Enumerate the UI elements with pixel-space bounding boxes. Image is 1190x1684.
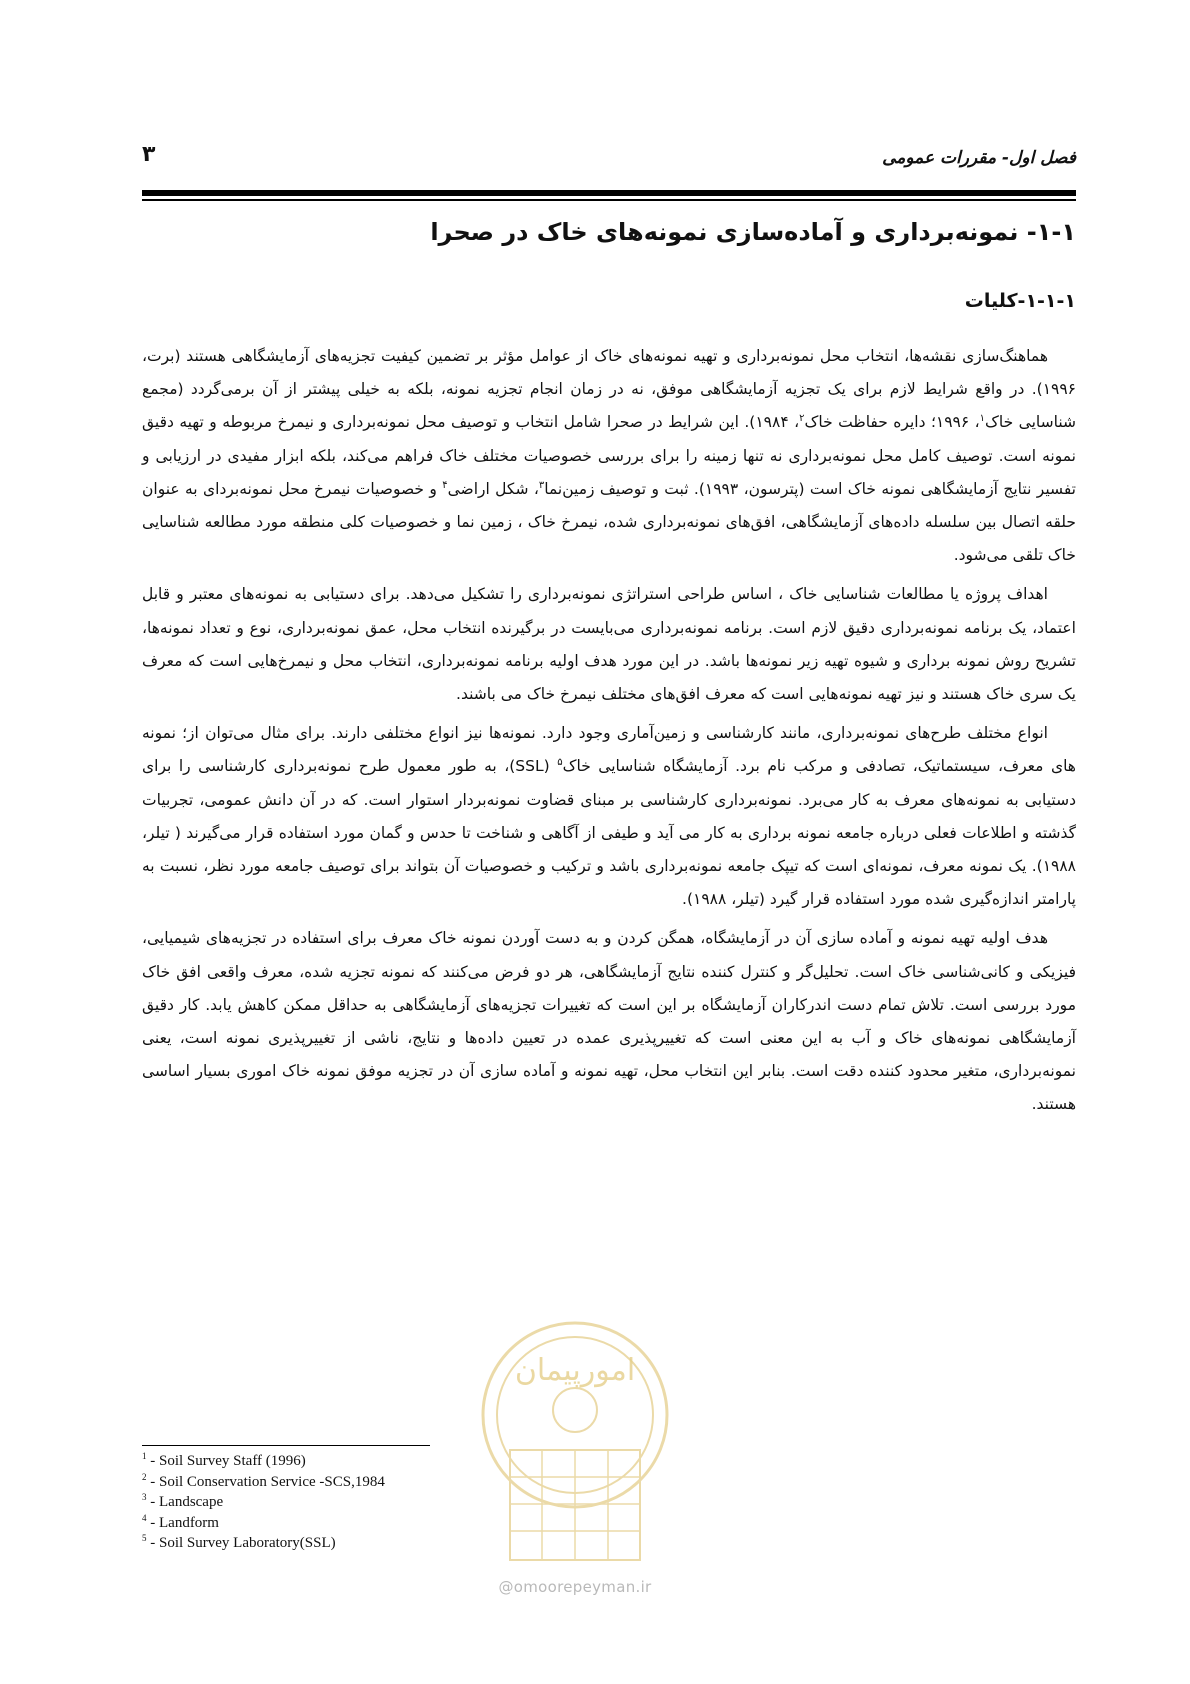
- footnote-text: - Soil Survey Laboratory(SSL): [146, 1535, 336, 1551]
- footnote-ref: ۵: [557, 757, 563, 769]
- paragraph-text: انواع مختلف طرح‌های نمونه‌برداری، مانند کارشناسی و زمین‌آماری وجود دارد. نمونه‌ها نیز انواع مختلفی دارند. برای مثال می‌توان از؛ نمونه های معرف، سیستماتیک، تصادفی و مرکب نام برد. آزمایشگاه شناسایی خاک: [142, 724, 1076, 776]
- footnote-ref: ۲: [799, 413, 805, 425]
- footnote-number: 5: [142, 1533, 147, 1543]
- paragraph-text: ، شکل اراضی: [447, 479, 539, 498]
- body-text: [142, 340, 1076, 1128]
- paragraph-text: ، به طور معمول طرح نمونه‌برداری کارشناسی را برای دستیابی به نمونه‌های معرف به کار می‌برد. نمونه‌برداری کارشناسی بر مبنای قضاوت نمونه‌بردار استوار است. که در آن دانش عمومی، تجربیات گذشته و اطلاعات فعلی درباره جامعه نمونه برداری به کار می آید و طیفی از آگاهی و شناخت تا حدس و گمان مورد استفاده قرار می‌گیرند ( تیلر، ۱۹۸۸). یک نمونه معرف، نمونه‌ای است که تیپک جامعه نمونه‌برداری باشد و ترکیب و خصوصیات آن بتواند برای توصیف جامعه مورد نظر، نسبت به پارامتر اندازه‌گیری شده مورد استفاده قرار گیرد (تیلر، ۱۹۸۸).: [142, 757, 1076, 909]
- section-heading: ۱-۱- نمونه‌برداری و آماده‌سازی نمونه‌های خاک در صحرا: [430, 218, 1076, 246]
- header-rule-thick: [142, 190, 1076, 196]
- footnote-ref: ۴: [442, 479, 448, 491]
- paragraph-text: ، ۱۹۸۴). این شرایط در صحرا شامل انتخاب و توصیف محل نمونه‌برداری و نیمرخ مربوطه و تهیه دقیق نمونه است. توصیف کامل محل نمونه‌برداری نه تنها زمینه را برای بررسی خصوصیات مختلف خاک فراهم می‌کند، بلکه ابزار مفیدی در ارزیابی و تفسیر نتایج آزمایشگاهی نمونه خاک است (پترسون، ۱۹۹۳). ثبت و توصیف زمین‌نما: [142, 413, 1076, 498]
- paragraph-2: اهداف پروژه یا مطالعات شناسایی خاک ، اساس طراحی استراتژی نمونه‌برداری را تشکیل می‌دهد. برای دستیابی به نمونه‌های معتبر و قابل اعتماد، یک برنامه نمونه‌برداری دقیق لازم است. برنامه نمونه‌برداری می‌بایست در برگیرنده انتخاب محل، عمق نمونه‌برداری، نوع و تعداد نمونه‌ها، تشریح روش نمونه برداری و شیوه تهیه زیر نمونه‌ها باشد. در این مورد هدف اولیه برنامه نمونه‌برداری، انتخاب محل و نیمرخ‌هایی است که معرف یک سری خاک هستند و نیز تهیه نمونه‌هایی است که معرف افق‌های مختلف نیمرخ خاک می باشند.: [142, 585, 1076, 704]
- paragraph-1: [142, 340, 1076, 572]
- footnote-item: [142, 1513, 482, 1534]
- footnote-number: 4: [142, 1512, 147, 1523]
- watermark-logo-text: امورپیمان: [514, 1353, 636, 1388]
- footnotes: [142, 1451, 482, 1554]
- footnote-rule: [142, 1445, 430, 1446]
- footnote-number: 3: [142, 1492, 147, 1502]
- watermark-website: @omoorepeyman.ir: [498, 1578, 652, 1596]
- page-number: ۳: [142, 142, 156, 167]
- footnote-text: - Soil Survey Staff (1996): [146, 1453, 306, 1469]
- subsection-heading: ۱-۱-۱-کلیات: [964, 290, 1076, 312]
- paragraph-text: و خصوصیات نیمرخ محل نمونه‌بردای به عنوان حلقه اتصال بین سلسله داده‌های آزمایشگاهی، افق‌های نمونه‌برداری شده، نیمرخ خاک ، زمین نما و خصوصیات کلی منطقه مورد مطالعه شناسایی خاک تلقی می‌شود.: [142, 479, 1076, 565]
- footnote-item: [142, 1533, 482, 1554]
- footnote-text: - Soil Conservation Service -SCS,1984: [146, 1473, 385, 1490]
- watermark-logo-icon: [470, 1300, 680, 1570]
- header-rule-thin: [142, 199, 1076, 201]
- footnote-ref: ۳: [538, 479, 545, 491]
- paragraph-4: هدف اولیه تهیه نمونه و آماده سازی آن در آزمایشگاه، همگن کردن و به دست آوردن نمونه خاک معرف برای استفاده در تجزیه‌های شیمیایی، فیزیکی و کانی‌شناسی خاک است. تحلیل‌گر و کنترل کننده نتایج آزمایشگاهی، هر دو فرض می‌کنند که نمونه تجزیه شده، معرف واقعی افق خاک مورد بررسی است. تلاش تمام دست اندرکاران آزمایشگاه بر این است که تغییرات تجزیه‌های آزمایشگاهی به حداقل ممکن کاهش یابد. کار دقیق آزمایشگاهی نمونه‌های خاک و آب به این معنی است که تغییرپذیری عمده در تعیین داده‌ها و نتایج، ناشی از تغییرپذیری نمونه است، یعنی نمونه‌برداری، متغیر محدود کننده دقت است. بنابر این انتخاب محل، تهیه نمونه و آماده سازی آن در تجزیه موفق نمونه خاک اموری بسیار اساسی هستند.: [142, 929, 1076, 1114]
- chapter-title: فصل اول- مقررات عمومی: [882, 148, 1076, 168]
- running-header: [142, 138, 1076, 178]
- footnote-text: - Landform: [146, 1514, 219, 1531]
- paragraph-text: ، ۱۹۹۶؛ دایره حفاظت خاک: [804, 413, 980, 432]
- footnote-item: [142, 1492, 482, 1513]
- footnote-number: 1: [142, 1451, 147, 1461]
- paragraph-text: هماهنگ‌سازی نقشه‌ها، انتخاب محل نمونه‌برداری و تهیه نمونه‌های خاک از عوامل مؤثر بر تضمین کیفیت تجزیه‌های آزمایشگاهی هستند (برت، ۱۹۹۶). در واقع شرایط لازم برای یک تجزیه آزمایشگاهی موفق، نه در زمان انجام تجزیه نمونه، بلکه به خیلی پیشتر از آن برمی‌گردد (مجمع شناسایی خاک: [142, 347, 1076, 432]
- footnote-text: - Landscape: [146, 1494, 224, 1510]
- footnote-ref: ۱: [979, 413, 986, 425]
- footnote-item: [142, 1451, 482, 1472]
- abbreviation: (SSL): [509, 757, 550, 776]
- footnote-number: 2: [142, 1471, 147, 1482]
- footnote-item: [142, 1472, 482, 1493]
- paragraph-3: [142, 717, 1076, 916]
